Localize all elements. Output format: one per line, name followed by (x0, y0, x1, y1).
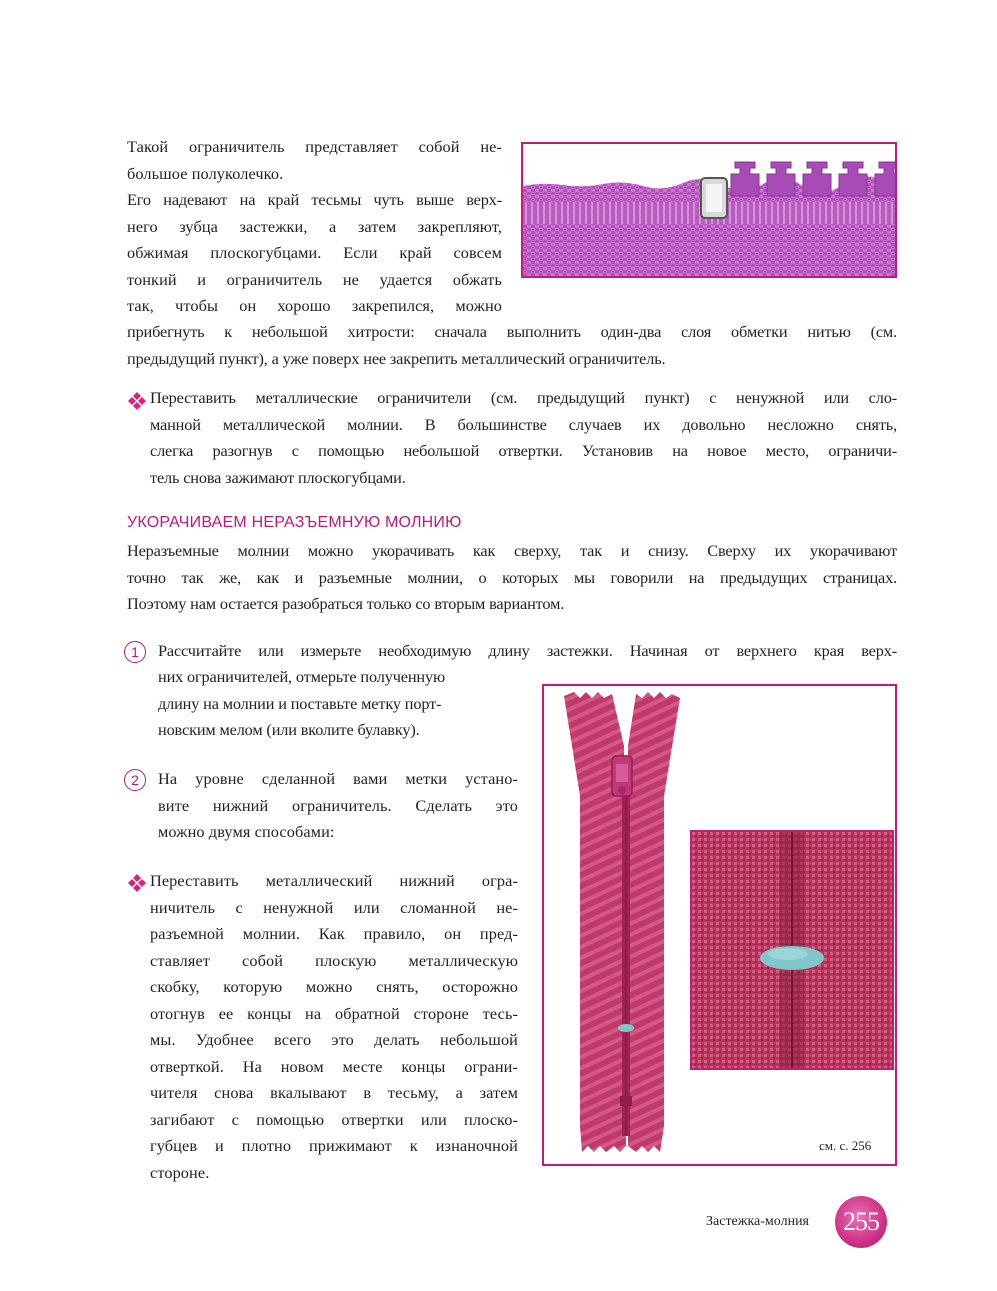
bullet-paragraph-2 (150, 868, 518, 1186)
text-line: длину на молнии и поставьте метку порт- (158, 693, 442, 713)
top-paragraph (127, 134, 502, 320)
text-line: новским мелом (или вколите булавку). (158, 720, 420, 739)
text-line: большое полуколечко. (127, 163, 284, 183)
bullet-paragraph-1 (150, 385, 897, 491)
section-intro (127, 538, 897, 618)
text-line: манной металлической молнии. В большинстве случаев их довольно несложно снять, (150, 414, 897, 434)
step-number-1-icon: 1 (124, 641, 146, 663)
text-line: Рассчитайте или измерьте необходимую длину застежки. Начиная от верхнего края верх- (158, 641, 897, 660)
text-line: тонкий и ограничитель не удается обжать (127, 269, 502, 289)
text-line: них ограничителей, отмерьте полученную (158, 667, 445, 686)
text-line: скобку, которую можно снять, осторожно (150, 977, 518, 996)
text-line: чителя снова вкалывают в тесьму, а затем (150, 1083, 518, 1102)
page-number-badge: 255 (835, 1196, 887, 1248)
pink-diamond-bullet-icon (128, 392, 146, 410)
text-line: прибегнуть к небольшой хитрости: сначала выполнить один-два слоя обметки нитью (см. (127, 322, 897, 341)
step-1-text (158, 664, 518, 744)
pink-diamond-bullet-icon (128, 874, 146, 892)
text-line: предыдущий пункт), а уже поверх нее закрепить металлический ограничитель. (127, 348, 666, 368)
step-1-first-line (158, 638, 897, 665)
text-line: загибают с помощью отвертки или плоско- (150, 1109, 518, 1129)
text-line: отверткой. На новом месте концы ограни- (150, 1056, 518, 1076)
figure-inset-thread-stop (690, 830, 894, 1070)
text-line: вите нижний ограничитель. Сделать это (158, 795, 518, 815)
text-line: ничитель с ненужной или сломанной не- (150, 897, 518, 917)
text-line: разъемной молнии. Как правило, он пред- (150, 924, 518, 943)
text-line: губцев и плотно прижимают к изнаночной (150, 1136, 518, 1155)
step-number-2-icon: 2 (124, 769, 146, 791)
text-line: Переставить металлический нижний огра- (150, 871, 518, 890)
text-line: ставляет собой плоскую металлическую (150, 950, 518, 970)
step-2-text (158, 766, 518, 846)
text-line: слегка разогнув с помощью небольшой отвертки. Установив на новое место, ограничи- (150, 441, 897, 460)
text-line: обжимая плоскогубцами. Если край совсем (127, 243, 502, 262)
text-line: Такой ограничитель представляет собой не- (127, 137, 502, 156)
text-line: него зубца застежки, а затем закрепляют, (127, 216, 502, 236)
text-line: тель снова зажимают плоскогубцами. (150, 467, 406, 487)
text-line: Его надевают на край тесьмы чуть выше верх- (127, 190, 502, 209)
text-line: Переставить металлические ограничители (см. предыдущий пункт) с ненужной или сло- (150, 388, 897, 407)
text-line: можно двумя способами: (158, 822, 335, 841)
figure-caption: см. с. 256 (819, 1138, 872, 1153)
text-line: точно так же, как и разъемные молнии, о которых мы говорили на предыдущих страницах. (127, 567, 897, 587)
text-line: так, чтобы он хорошо закрепился, можно (127, 296, 502, 315)
section-heading: УКОРАЧИВАЕМ НЕРАЗЪЕМНУЮ МОЛНИЮ (127, 514, 462, 531)
text-line: отогнув ее концы на обратной стороне тесь- (150, 1003, 518, 1023)
figure-purple-zipper-stop (521, 142, 897, 278)
figure-pink-zipper (542, 684, 897, 1166)
purple-zipper-photo (523, 144, 895, 276)
top-paragraph-continued (127, 319, 897, 372)
chapter-title-footer: Застежка-молния (706, 1214, 809, 1229)
text-line: Поэтому нам остается разобраться только со вторым вариантом. (127, 594, 565, 613)
thread-stop-closeup-photo (692, 832, 892, 1068)
text-line: мы. Удобнее всего это делать небольшой (150, 1030, 518, 1049)
text-line: стороне. (150, 1162, 210, 1182)
text-line: Неразъемные молнии можно укорачивать как сверху, так и снизу. Сверху их укорачивают (127, 541, 897, 560)
text-line: На уровне сделанной вами метки устано- (158, 769, 518, 788)
